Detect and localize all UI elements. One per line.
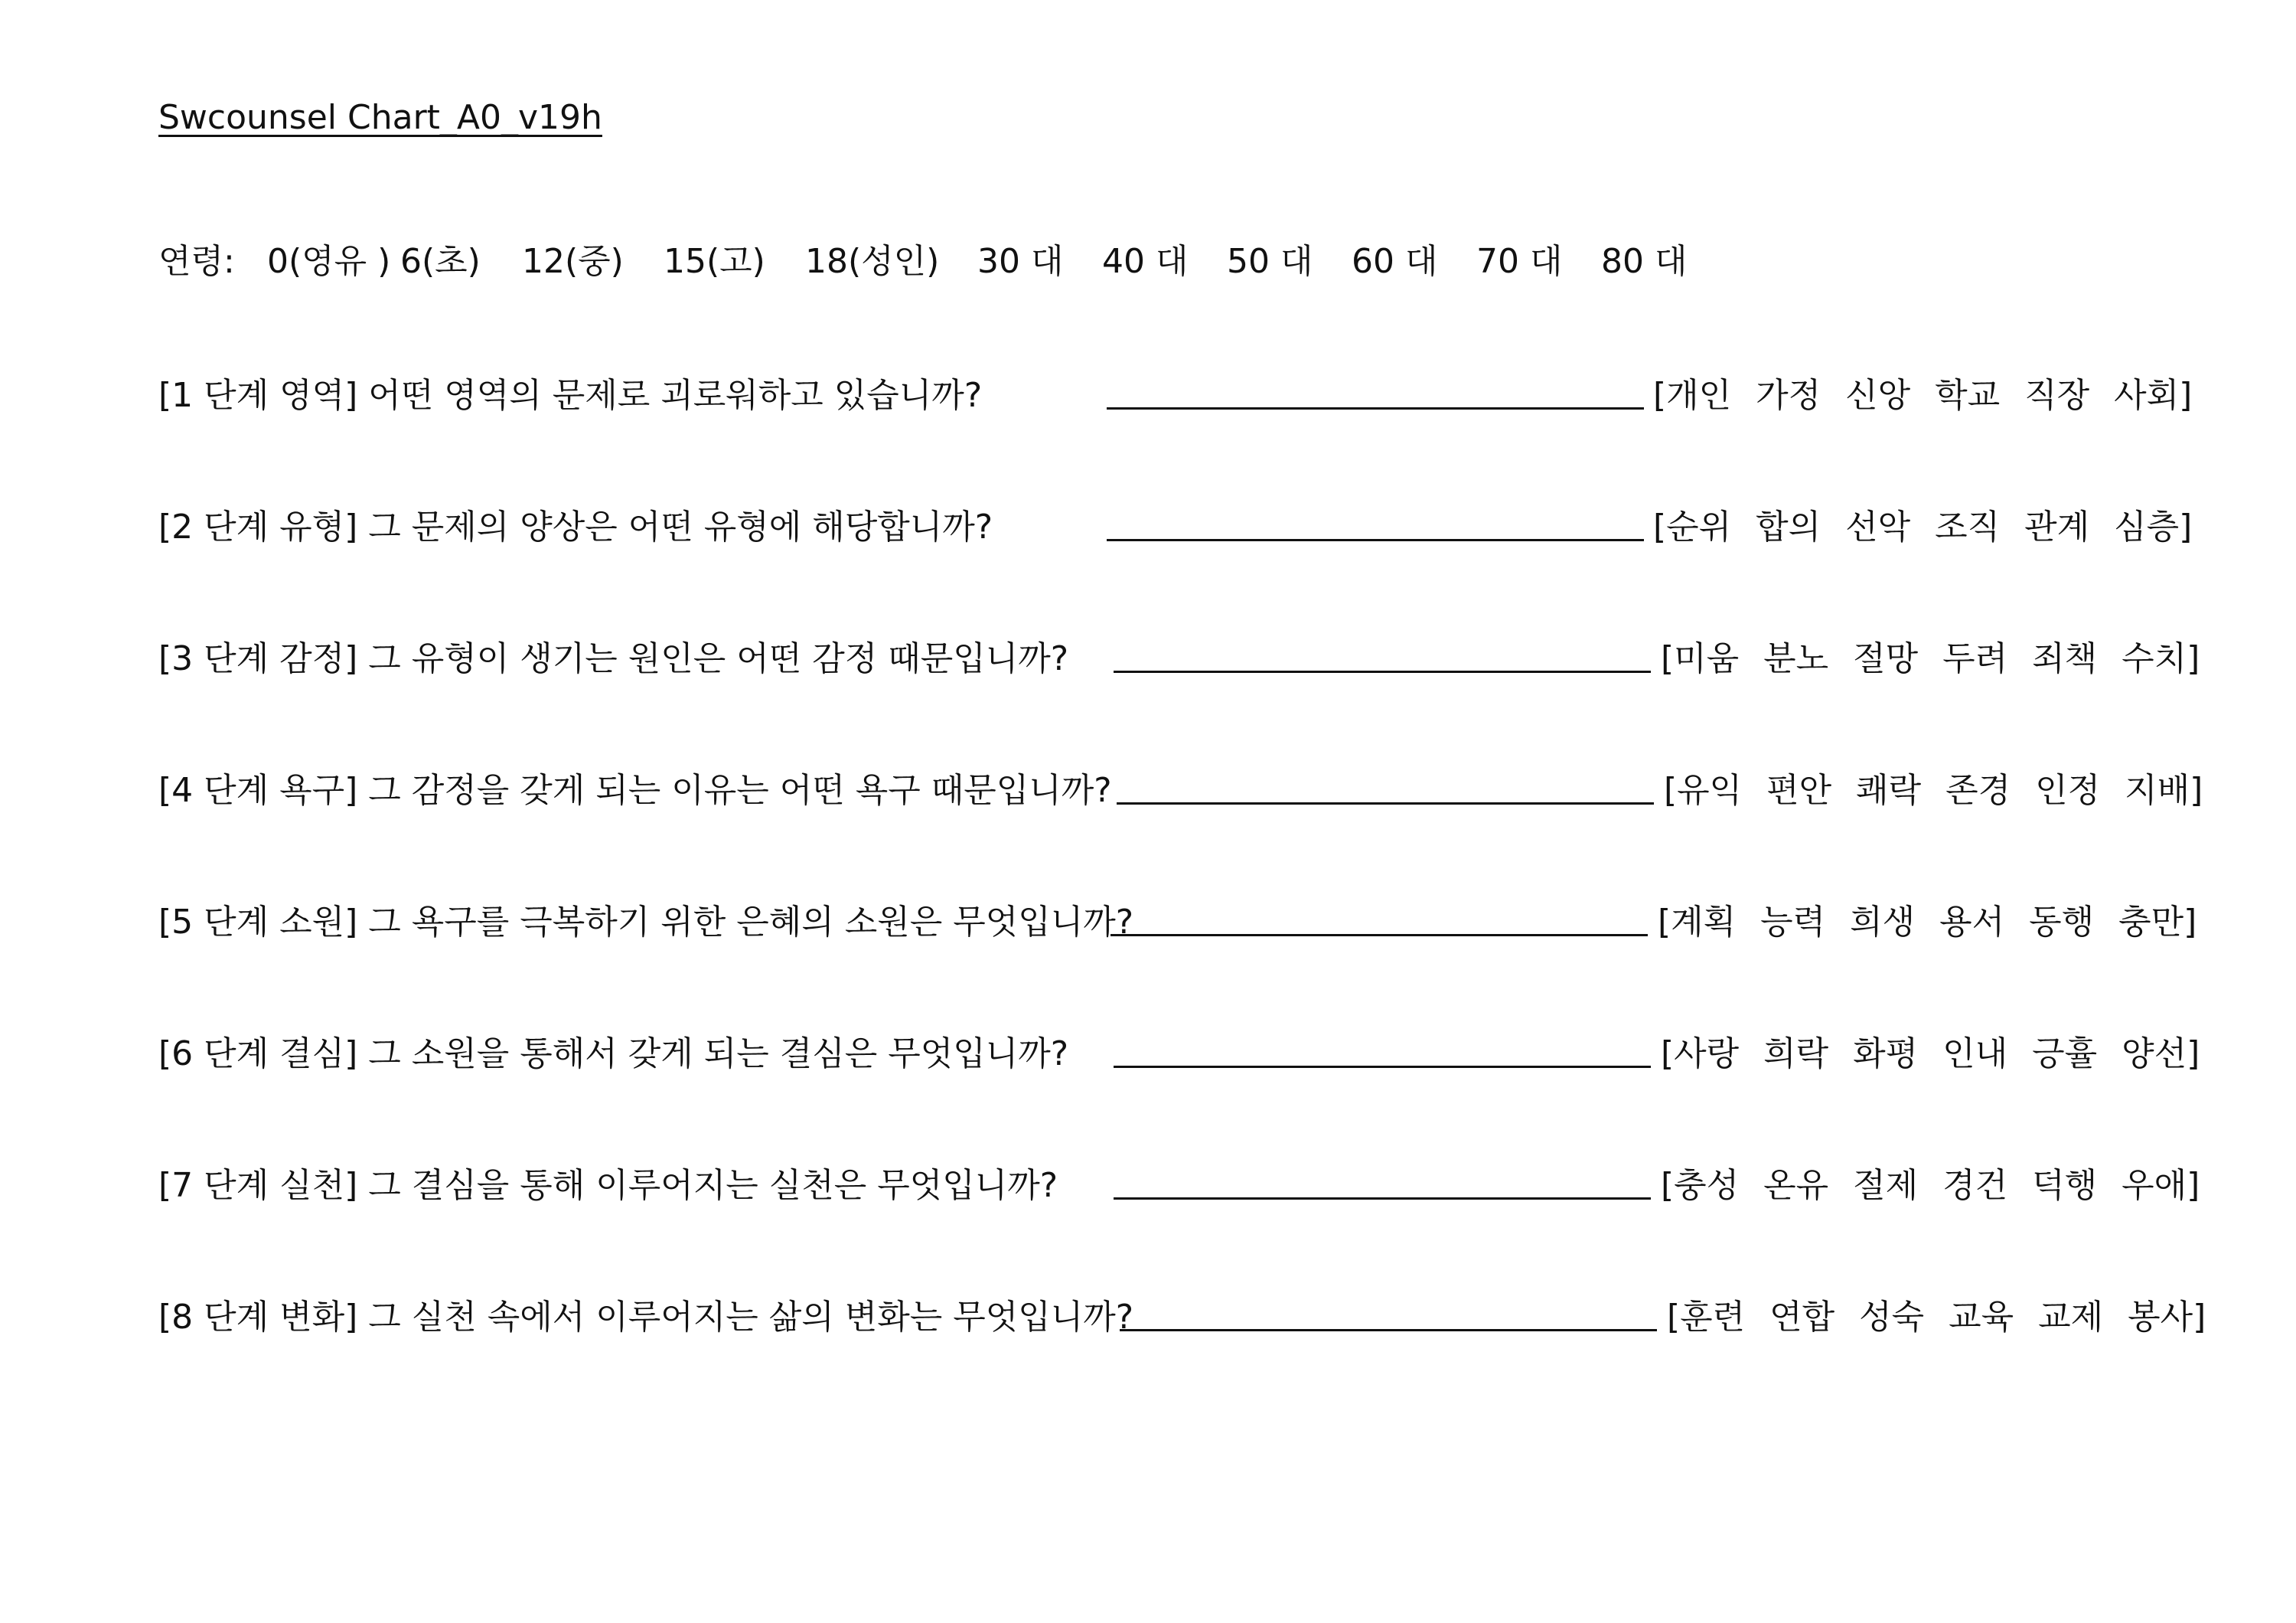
answer-options: [개인 가정 신앙 학교 직장 사회] (1653, 376, 2193, 415)
age-option: 40 대 (1102, 242, 1189, 281)
question-row-4 (0, 763, 2296, 812)
question-row-8 (0, 1289, 2296, 1338)
question-text: [7 단계 실천] 그 결심을 통해 이루어지는 실천은 무엇입니까? (158, 1166, 1058, 1205)
age-option: 18(성인) (805, 242, 940, 281)
answer-blank[interactable] (1114, 1197, 1651, 1200)
question-row-3 (0, 631, 2296, 680)
question-text: [2 단계 유형] 그 문제의 양상은 어떤 유형에 해당합니까? (158, 508, 993, 547)
question-text: [4 단계 욕구] 그 감정을 갖게 되는 이유는 어떤 욕구 때문입니까? (158, 771, 1112, 810)
answer-options: [순위 합의 선악 조직 관계 심층] (1653, 508, 2193, 547)
age-option: 30 대 (977, 242, 1064, 281)
answer-blank[interactable] (1114, 671, 1651, 673)
answer-options: [미움 분노 절망 두려 죄책 수치] (1661, 639, 2200, 678)
question-text: [5 단계 소원] 그 욕구를 극복하기 위한 은혜의 소원은 무엇입니까? (158, 903, 1134, 942)
question-row-6 (0, 1026, 2296, 1075)
document-title: Swcounsel Chart_A0_v19h (158, 98, 602, 137)
age-option: 15(고) (664, 242, 765, 281)
answer-options: [사랑 희락 화평 인내 긍휼 양선] (1661, 1034, 2200, 1073)
age-option: 80 대 (1601, 242, 1688, 281)
answer-options: [충성 온유 절제 경건 덕행 우애] (1661, 1166, 2200, 1205)
question-row-5 (0, 894, 2296, 943)
age-option: 0(영유 ) (267, 242, 391, 281)
question-row-1 (0, 367, 2296, 416)
question-row-2 (0, 499, 2296, 548)
answer-options: [계획 능력 희생 용서 동행 충만] (1658, 903, 2197, 942)
question-text: [3 단계 감정] 그 유형이 생기는 원인은 어떤 감정 때문입니까? (158, 639, 1069, 678)
age-label: 연령: (158, 242, 235, 281)
answer-options: [유익 편안 쾌락 존경 인정 지배] (1664, 771, 2203, 810)
age-option: 70 대 (1476, 242, 1563, 281)
question-row-7 (0, 1158, 2296, 1207)
question-text: [6 단계 결심] 그 소원을 통해서 갖게 되는 결심은 무엇입니까? (158, 1034, 1069, 1073)
answer-blank[interactable] (1120, 1329, 1657, 1331)
question-text: [1 단계 영역] 어떤 영역의 문제로 괴로워하고 있습니까? (158, 376, 983, 415)
answer-blank[interactable] (1117, 802, 1654, 805)
age-option: 12(중) (522, 242, 624, 281)
question-text: [8 단계 변화] 그 실천 속에서 이루어지는 삶의 변화는 무엇입니까? (158, 1298, 1134, 1337)
age-option: 60 대 (1352, 242, 1438, 281)
answer-options: [훈련 연합 성숙 교육 교제 봉사] (1667, 1298, 2206, 1337)
age-option: 50 대 (1227, 242, 1313, 281)
answer-blank[interactable] (1107, 407, 1644, 410)
answer-blank[interactable] (1110, 934, 1648, 936)
answer-blank[interactable] (1107, 539, 1644, 541)
age-option: 6(초) (400, 242, 481, 281)
answer-blank[interactable] (1114, 1066, 1651, 1068)
